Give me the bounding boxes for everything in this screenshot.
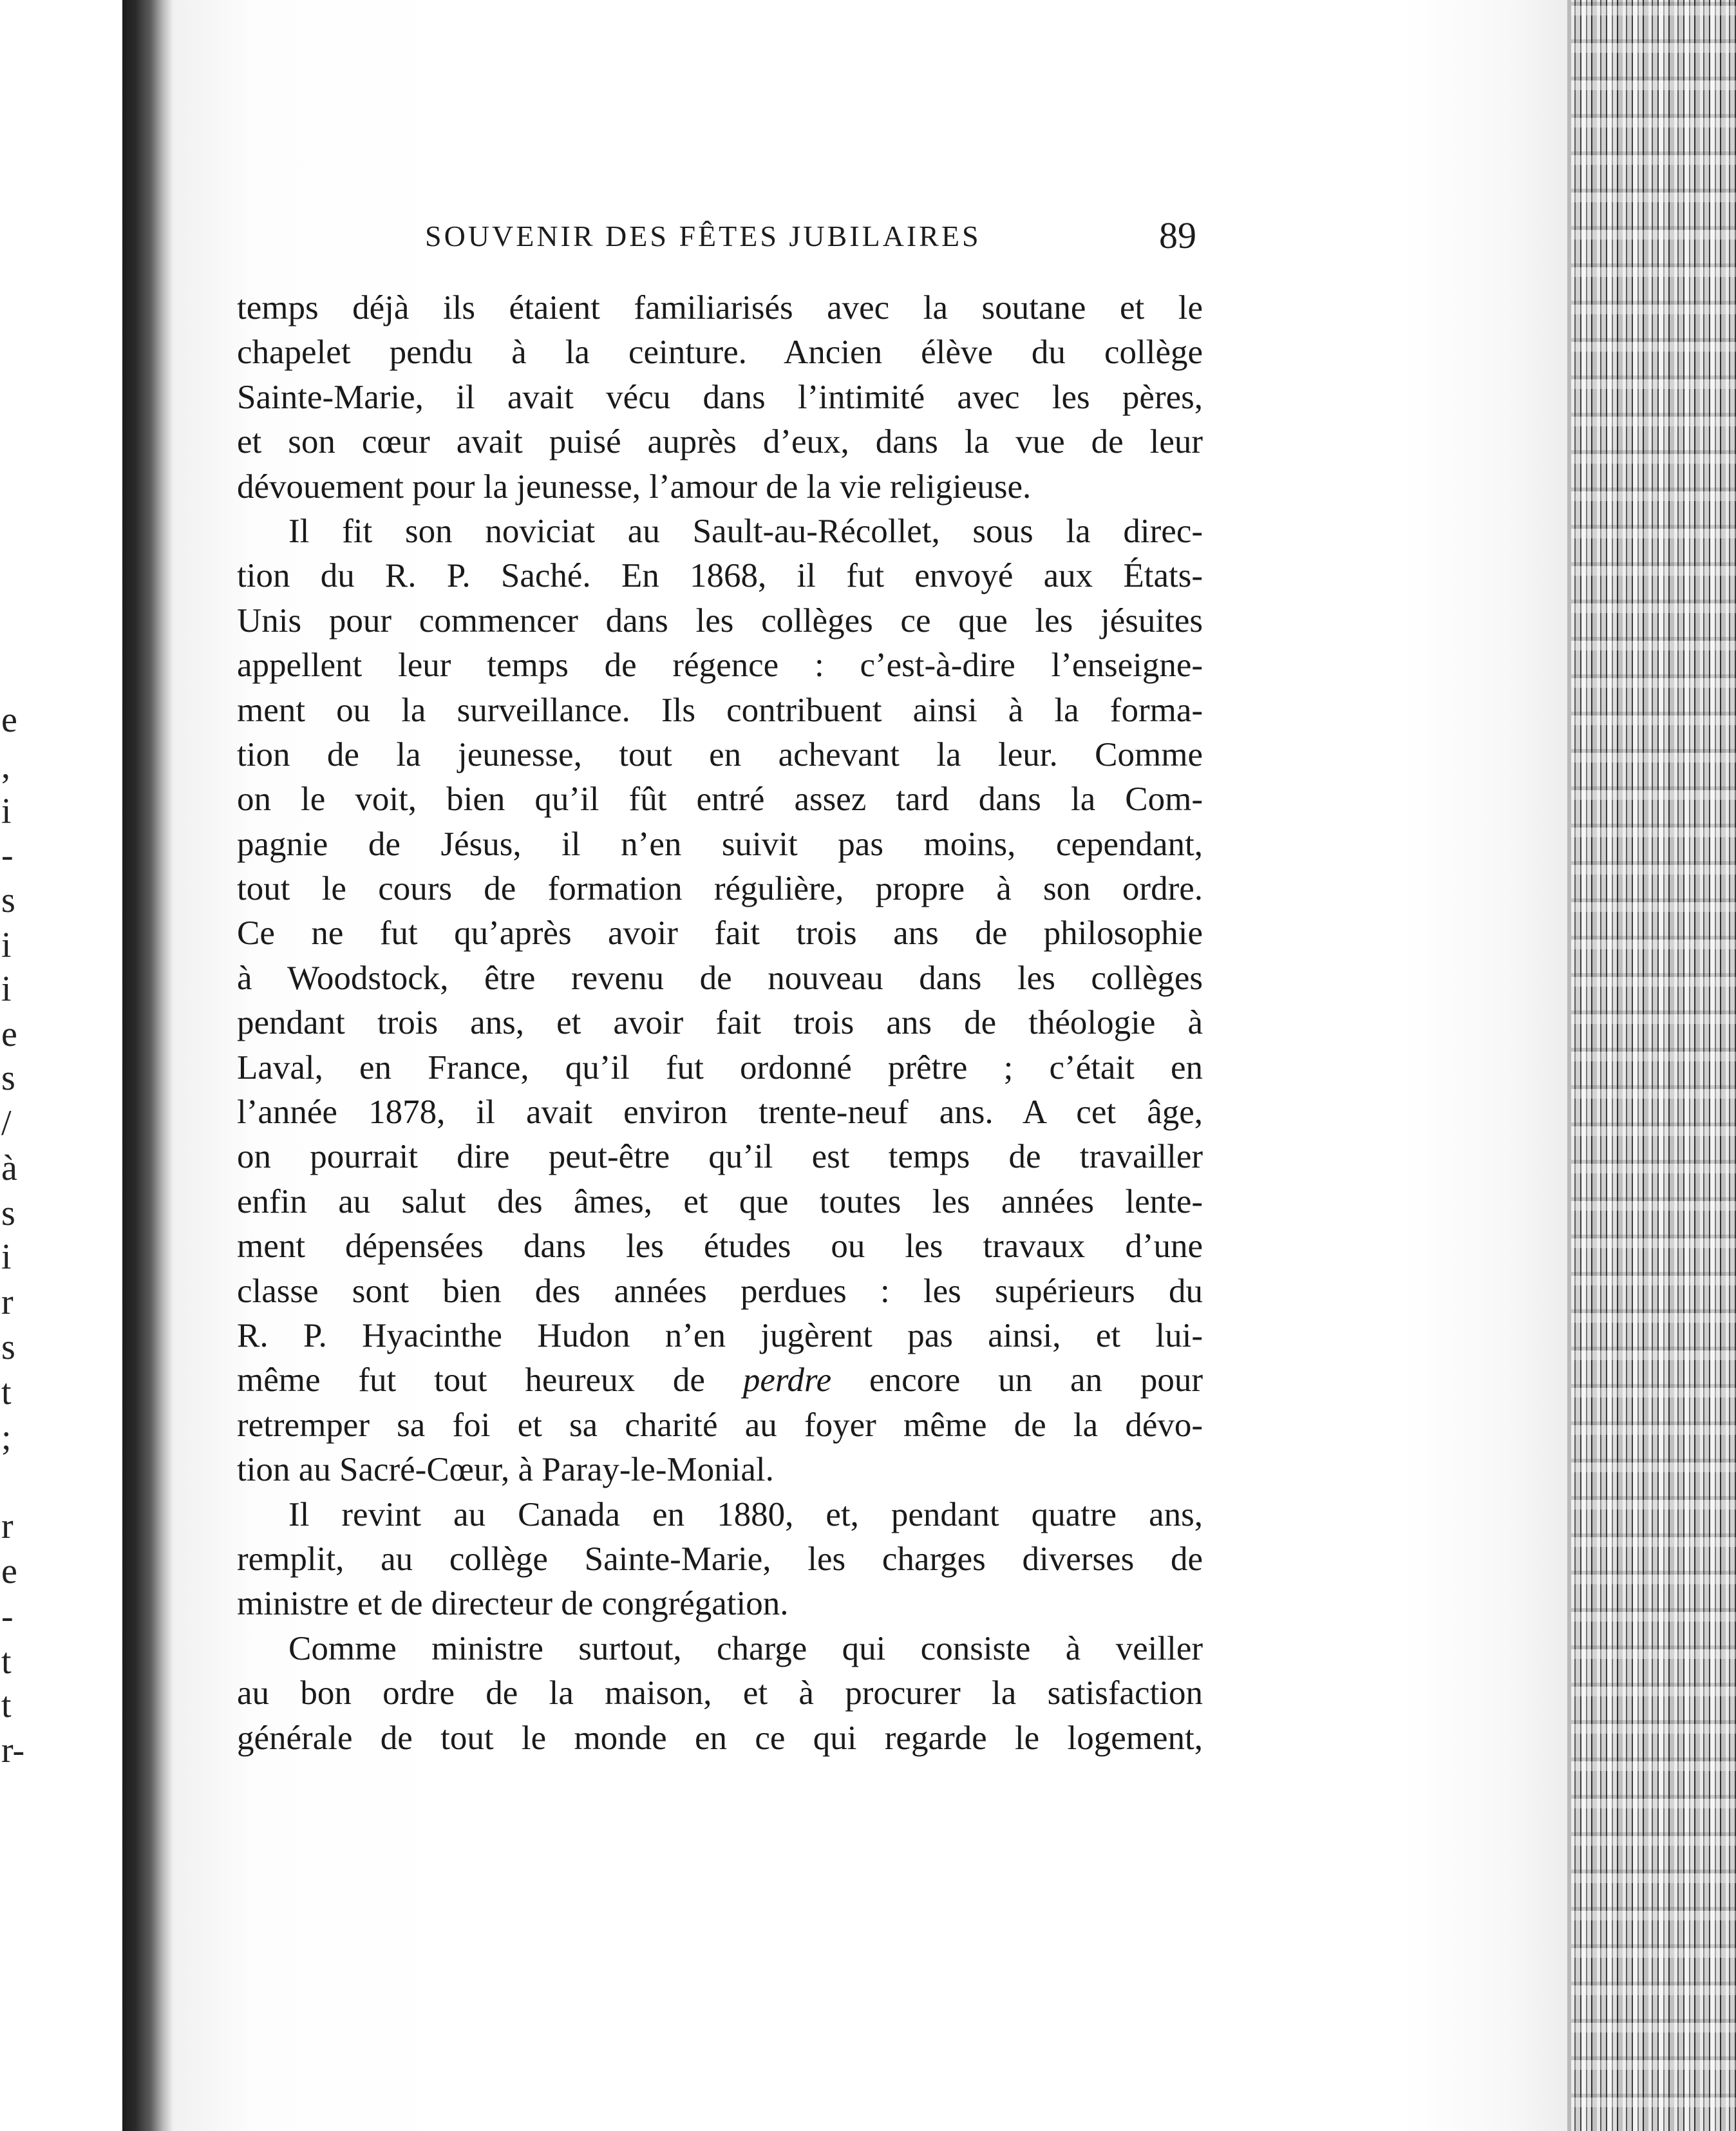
text-segment: encore un an pour	[831, 1361, 1203, 1399]
text-line: ment ou la surveillance. Ils contribuent ainsi à la forma-	[237, 691, 1203, 729]
text-line: tion de la jeunesse, tout en achevant la leur. Comme	[237, 735, 1203, 773]
previous-page-fragment: r	[1, 1506, 14, 1546]
previous-page-fragment: -	[1, 835, 14, 875]
previous-page-fragment: s	[1, 1058, 15, 1098]
text-line: tout le cours de formation régulière, propre à son ordre.	[237, 870, 1203, 908]
text-line: tion du R. P. Saché. En 1868, il fut envoyé aux États-	[237, 557, 1203, 595]
text-line: on pourrait dire peut-être qu’il est temps de travailler	[237, 1138, 1203, 1176]
previous-page-fragment: e	[1, 1014, 17, 1054]
previous-page-fragment: t	[1, 1642, 12, 1681]
previous-page-fragment: r	[1, 1282, 14, 1322]
text-line: pagnie de Jésus, il n’en suivit pas moins, cependant,	[237, 825, 1203, 863]
previous-page-fragment: i	[1, 791, 12, 831]
text-line: à Woodstock, être revenu de nouveau dans les collèges	[237, 959, 1203, 997]
text-line: temps déjà ils étaient familiarisés avec la soutane et le	[237, 289, 1203, 327]
previous-page-fragment: /	[1, 1103, 12, 1143]
previous-page-fragment: i	[1, 925, 12, 965]
text-line: enfin au salut des âmes, et que toutes les années lente-	[237, 1182, 1203, 1220]
previous-page-fragment: à	[1, 1148, 17, 1188]
text-segment: même fut tout heureux de	[237, 1361, 743, 1399]
previous-page-fragment: t	[1, 1372, 12, 1412]
text-line: pendant trois ans, et avoir fait trois ans de théologie à	[237, 1004, 1203, 1042]
paragraph-first-line: Il fit son noviciat au Sault-au-Récollet, sous la direc-	[288, 512, 1203, 550]
text-line: ment dépensées dans les études ou les travaux d’une	[237, 1227, 1203, 1265]
previous-page-fragment: t	[1, 1685, 12, 1725]
page-stack-edge	[1571, 0, 1736, 2131]
previous-page-fragment: r-	[1, 1730, 25, 1770]
page-number: 89	[1159, 214, 1196, 256]
text-line-with-italic	[237, 1358, 1203, 1403]
text-line: remplit, au collège Sainte-Marie, les charges diverses de	[237, 1540, 1203, 1578]
running-head-title: SOUVENIR DES FÊTES JUBILAIRES	[425, 220, 981, 252]
previous-page-fragment: s	[1, 1327, 15, 1367]
previous-page-fragment: e	[1, 1551, 17, 1591]
text-line: Sainte-Marie, il avait vécu dans l’intimité avec les pères,	[237, 378, 1203, 416]
previous-page-fragment: ;	[1, 1417, 12, 1457]
text-line: Laval, en France, qu’il fut ordonné prêtre ; c’était en	[237, 1048, 1203, 1086]
text-line: ministre et de directeur de congrégation.	[237, 1585, 789, 1623]
previous-page-fragment: i	[1, 1237, 12, 1277]
text-line: on le voit, bien qu’il fût entré assez tard dans la Com-	[237, 781, 1203, 819]
text-line: l’année 1878, il avait environ trente-neuf ans. A cet âge,	[237, 1094, 1203, 1132]
paragraph-first-line: Il revint au Canada en 1880, et, pendant quatre ans,	[288, 1495, 1203, 1533]
previous-page-fragment: ,	[1, 746, 10, 786]
paragraph-first-line: Comme ministre surtout, charge qui consiste à veiller	[288, 1629, 1203, 1667]
previous-page-fragment: -	[1, 1596, 14, 1636]
previous-page-fragment: i	[1, 969, 12, 1009]
book-gutter	[122, 0, 174, 2131]
previous-page-fragment: s	[1, 880, 15, 920]
previous-page-fragment: s	[1, 1193, 15, 1233]
text-line: classe sont bien des années perdues : les supérieurs du	[237, 1272, 1203, 1310]
previous-page-fragment: e	[1, 700, 17, 740]
body-text	[237, 286, 1203, 1761]
text-line: générale de tout le monde en ce qui regarde le logement,	[237, 1719, 1203, 1757]
text-line: retremper sa foi et sa charité au foyer même de la dévo-	[237, 1406, 1203, 1444]
text-line: Unis pour commencer dans les collèges ce que les jésuites	[237, 601, 1203, 639]
italic-word: perdre	[742, 1361, 832, 1399]
text-line: tion au Sacré-Cœur, à Paray-le-Monial.	[237, 1451, 774, 1489]
text-line: Ce ne fut qu’après avoir fait trois ans de philosophie	[237, 914, 1203, 952]
text-line: R. P. Hyacinthe Hudon n’en jugèrent pas ainsi, et lui-	[237, 1316, 1203, 1354]
text-line: dévouement pour la jeunesse, l’amour de la vie religieuse.	[237, 468, 1032, 506]
text-line: au bon ordre de la maison, et à procurer la satisfaction	[237, 1674, 1203, 1712]
text-line: appellent leur temps de régence : c’est-à-dire l’enseigne-	[237, 647, 1203, 685]
text-line: et son cœur avait puisé auprès d’eux, dans la vue de leur	[237, 423, 1203, 461]
previous-page-edge	[0, 0, 45, 2131]
text-line: chapelet pendu à la ceinture. Ancien élève du collège	[237, 334, 1203, 372]
